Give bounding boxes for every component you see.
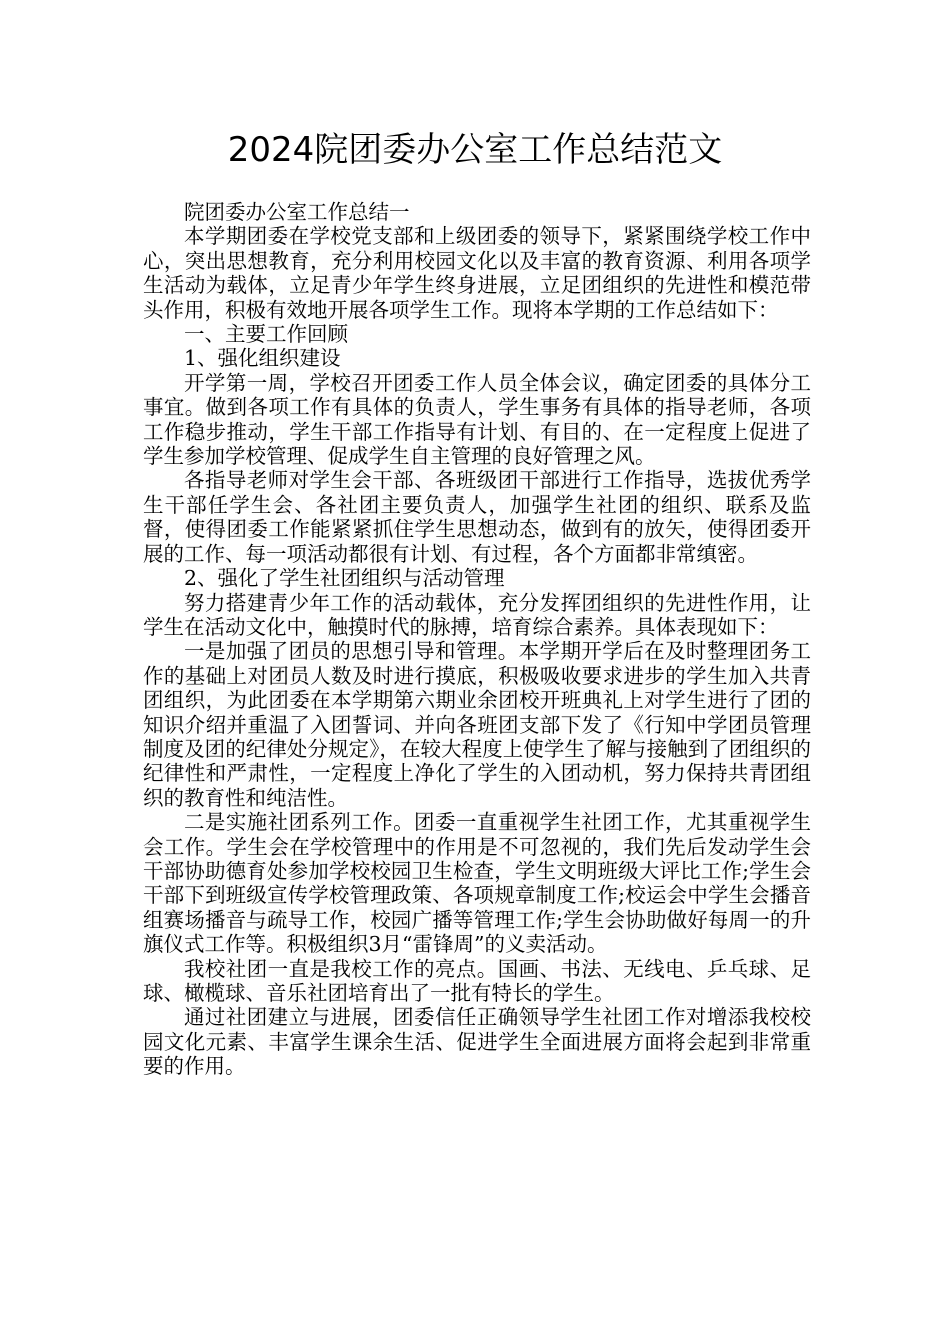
paragraph: 努力搭建青少年工作的活动载体，充分发挥团组织的先进性作用，让学生在活动文化中，触摸时代的脉搏，培育综合素养。具体表现如下： <box>143 590 811 639</box>
subsection-heading: 2、强化了学生社团组织与活动管理 <box>184 566 505 591</box>
paragraph: 通过社团建立与进展，团委信任正确领导学生社团工作对增添我校校园文化元素、丰富学生课余生活、促进学生全面进展方面将会起到非常重要的作用。 <box>143 1005 811 1079</box>
section-heading: 一、主要工作回顾 <box>184 322 348 347</box>
document-body <box>143 200 811 1079</box>
subsection-heading: 1、强化组织建设 <box>184 346 341 371</box>
paragraph: 各指导老师对学生会干部、各班级团干部进行工作指导，选拔优秀学生干部任学生会、各社团主要负责人，加强学生社团的组织、联系及监督，使得团委工作能紧紧抓住学生思想动态，做到有的放矢，使得团委开展的工作、每一项活动都很有计划、有过程，各个方面都非常缜密。 <box>143 468 811 566</box>
paragraph: 一是加强了团员的思想引导和管理。本学期开学后在及时整理团务工作的基础上对团员人数及时进行摸底，积极吸收要求进步的学生加入共青团组织，为此团委在本学期第六期业余团校开班典礼上对学生进行了团的知识介绍并重温了入团誓词、并向各班团支部下发了《行知中学团员管理制度及团的纪律处分规定》，在较大程度上使学生了解与接触到了团组织的纪律性和严肃性，一定程度上净化了学生的入团动机，努力保持共青团组织的教育性和纯洁性。 <box>143 639 811 810</box>
document-title: 2024院团委办公室工作总结范文 <box>227 130 723 170</box>
paragraph: 二是实施社团系列工作。团委一直重视学生社团工作，尤其重视学生会工作。学生会在学校管理中的作用是不可忽视的，我们先后发动学生会干部协助德育处参加学校校园卫生检查，学生文明班级大评比工作;学生会干部下到班级宣传学校管理政策、各项规章制度工作;校运会中学生会播音组赛场播音与疏导工作，校园广播等管理工作;学生会协助做好每周一的升旗仪式工作等。积极组织3月“雷锋周”的义卖活动。 <box>143 810 811 957</box>
paragraph: 开学第一周，学校召开团委工作人员全体会议，确定团委的具体分工事宜。做到各项工作有具体的负责人，学生事务有具体的指导老师，各项工作稳步推动，学生干部工作指导有计划、有目的、在一定程度上促进了学生参加学校管理、促成学生自主管理的良好管理之风。 <box>143 370 811 469</box>
paragraph: 我校社团一直是我校工作的亮点。国画、书法、无线电、乒乓球、足球、橄榄球、音乐社团培育出了一批有特长的学生。 <box>143 956 811 1005</box>
section-heading: 院团委办公室工作总结一 <box>184 200 410 224</box>
paragraph: 本学期团委在学校党支部和上级团委的领导下，紧紧围绕学校工作中心，突出思想教育，充分利用校园文化以及丰富的教育资源、利用各项学生活动为载体，立足青少年学生终身进展，立足团组织的先进性和模范带头作用，积极有效地开展各项学生工作。现将本学期的工作总结如下： <box>143 224 811 322</box>
